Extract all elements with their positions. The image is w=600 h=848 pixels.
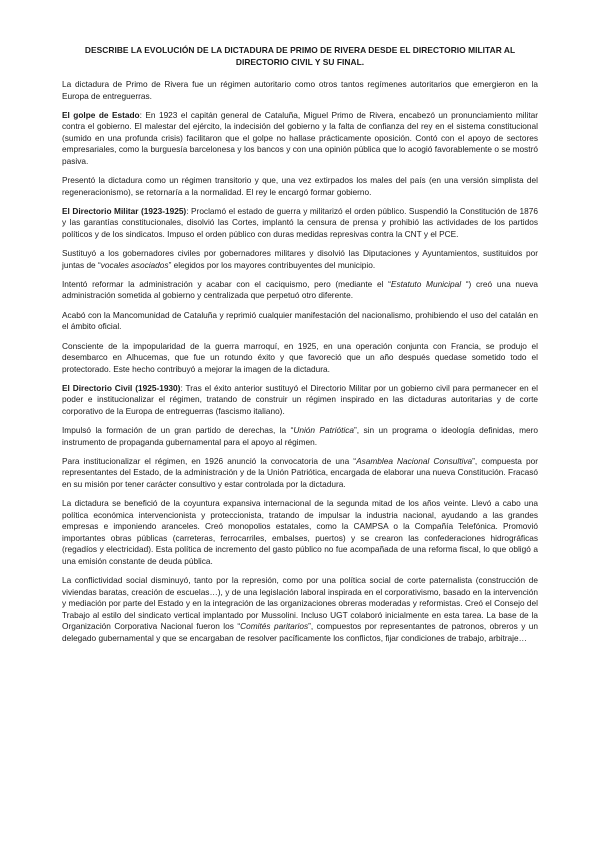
directorio-civil-text: : Tras el éxito anterior sustituyó el Directorio Militar por un gobierno civil para permanecer en el poder e institucionalizar el régimen, tratando de construir un régimen inspirado en las dictaduras autoritarias y de corte corporativo de la Europa de entreguerras (fascismo italiano). xyxy=(62,382,538,416)
union-term: Unión Patriótica xyxy=(293,425,355,436)
asamblea-text-a: Para institucionalizar el régimen, en 1926 anunció la convocatoria de una “ xyxy=(62,455,357,466)
directorio-civil-heading: El Directorio Civil (1925-1930) xyxy=(62,382,181,393)
mancomunidad-paragraph xyxy=(62,310,538,333)
directorio-civil-paragraph xyxy=(62,383,538,418)
union-text-a: Impulsó la formación de un gran partido de derechas, la “ xyxy=(62,425,294,436)
gobernadores-text-a: Sustituyó a los gobernadores civiles por gobernadores militares y disolvió las Diputaciones y Ayuntamientos, sustituidos por juntas de “ xyxy=(62,248,538,270)
marruecos-paragraph xyxy=(62,341,538,376)
golpe-text: : En 1923 el capitán general de Cataluña, Miguel Primo de Rivera, encabezó un pronunciamiento militar contra el gobierno. El malestar del ejército, la indecisión del gobierno y la falta de confianza del rey en el sistema constitucional (sumido en una profunda crisis) facilitaron que el golpe no hallase prácticamente oposición. Contó con el apoyo de sectores empresariales, como la burguesía barcelonesa y los bancos y con una opinión pública que lo acogió favorablemente o se mostró pasiva. xyxy=(62,109,538,166)
caciquismo-paragraph xyxy=(62,279,538,302)
economia-text: La dictadura se benefició de la coyuntura expansiva internacional de la segunda mitad de los años veinte. Llevó a cabo una política económica intervencionista y proteccionista, tratando de impulsar la industria nacional, ayudando a las grandes empresas e imponiendo aranceles. Creó monopolios estatales, como la CAMPSA o la Compañía Telefónica. Promovió importantes obras públicas (carreteras, ferrocarriles, embalses, puertos) y se crearon las confederaciones hidrográficas (regadíos y electricidad). Esta política de incremento del gasto público no fue acompañada de una reforma fiscal, lo que obligó a una emisión constante de deuda pública. xyxy=(62,498,538,566)
caciquismo-text-b: “) creó una nueva administración sometida al gobierno y centralizada que perpetuó otro diferente. xyxy=(62,278,538,301)
conflictividad-paragraph xyxy=(62,575,538,644)
economia-paragraph xyxy=(62,498,538,567)
golpe-heading: El golpe de Estado xyxy=(62,109,140,120)
caciquismo-text-a: Intentó reformar la administración y acabar con el caciquismo, pero (mediante el “ xyxy=(62,278,391,289)
mancomunidad-text: Acabó con la Mancomunidad de Cataluña y reprimió cualquier manifestación del nacionalismo, prohibiendo el uso del catalán en el ámbito oficial. xyxy=(62,309,538,332)
gobernadores-text-b: ” elegidos por los mayores contribuyentes del municipio. xyxy=(168,259,376,270)
transitorio-paragraph xyxy=(62,175,538,198)
union-text-b: ”, sin un programa o ideología definidas, mero instrumento de propaganda gubernamental para el apoyo al régimen. xyxy=(62,425,538,447)
marruecos-text: Consciente de la impopularidad de la guerra marroquí, en 1925, en una operación conjunta con Francia, se produjo el desembarco en Alhucemas, que fue un rotundo éxito y que favoreció que un año después quedase sometido todo el protectorado. Este hecho contribuyó a mejorar la imagen de la dictadura. xyxy=(62,340,538,374)
estatuto-term: Estatuto Municipal xyxy=(390,278,462,289)
union-patriotica-paragraph xyxy=(62,425,538,448)
gobernadores-paragraph xyxy=(62,248,538,271)
vocales-term: vocales asociados xyxy=(100,259,169,270)
directorio-militar-heading: El Directorio Militar (1923-1925) xyxy=(62,205,187,216)
transitorio-text: Presentó la dictadura como un régimen transitorio y que, una vez extirpados los males del país (en una versión simplista del regeneracionismo), se retornaría a la normalidad. El rey le encargó formar gobierno. xyxy=(62,175,538,197)
page-title: DESCRIBE LA EVOLUCIÓN DE LA DICTADURA DE PRIMO DE RIVERA DESDE EL DIRECTORIO MILITAR AL DIRECTORIO CIVIL Y SU FINAL. xyxy=(84,45,516,67)
intro-paragraph xyxy=(62,79,538,102)
intro-text: La dictadura de Primo de Rivera fue un régimen autoritario como otros tantos regímenes autoritarios que emergieron en la Europa de entreguerras. xyxy=(62,79,538,101)
conflictividad-text-b: ”, compuestos por representantes de patronos, obreros y un delegado gubernamental y que se encargaban de resolver pacíficamente los conflictos, fijar condiciones de trabajo, arbitraje… xyxy=(62,621,538,643)
asamblea-paragraph xyxy=(62,456,538,491)
directorio-militar-text: : Proclamó el estado de guerra y militarizó el orden público. Suspendió la Constitución de 1876 y las garantías constitucionales, disolvió las Cortes, implantó la censura de prensa y prohibió las actividades de los partidos políticos y de los sindicatos. Impuso el orden público con duras medidas represivas contra la CNT y el PCE. xyxy=(62,205,538,239)
golpe-paragraph xyxy=(62,110,538,168)
asamblea-text-b: ”, compuesta por representantes del Estado, de la administración y de la Unión Patriótica, encargada de elaborar una nueva Constitución. Fracasó en su misión por tener carácter consultivo y estar controlada por la dictadura. xyxy=(62,455,538,489)
comites-term: Comités paritarios xyxy=(240,621,309,632)
conflictividad-text-a: La conflictividad social disminuyó, tanto por la represión, como por una política social de corte paternalista (construcción de viviendas baratas, creación de escuelas…), y de una legislación laboral inspirada en el corporativismo, basado en la intervención y mediación por parte del Estado y en la integración de las organizaciones obreras moderadas y reformistas. Creó el Consejo del Trabajo al estilo del sindicato vertical implantado por Mussolini. Incluso UGT colaboró inicialmente en esta tarea. La base de la Organización Corporativa Nacional fueron los “ xyxy=(62,575,538,632)
asamblea-term: Asamblea Nacional Consultiva xyxy=(356,455,473,466)
directorio-militar-paragraph xyxy=(62,206,538,241)
